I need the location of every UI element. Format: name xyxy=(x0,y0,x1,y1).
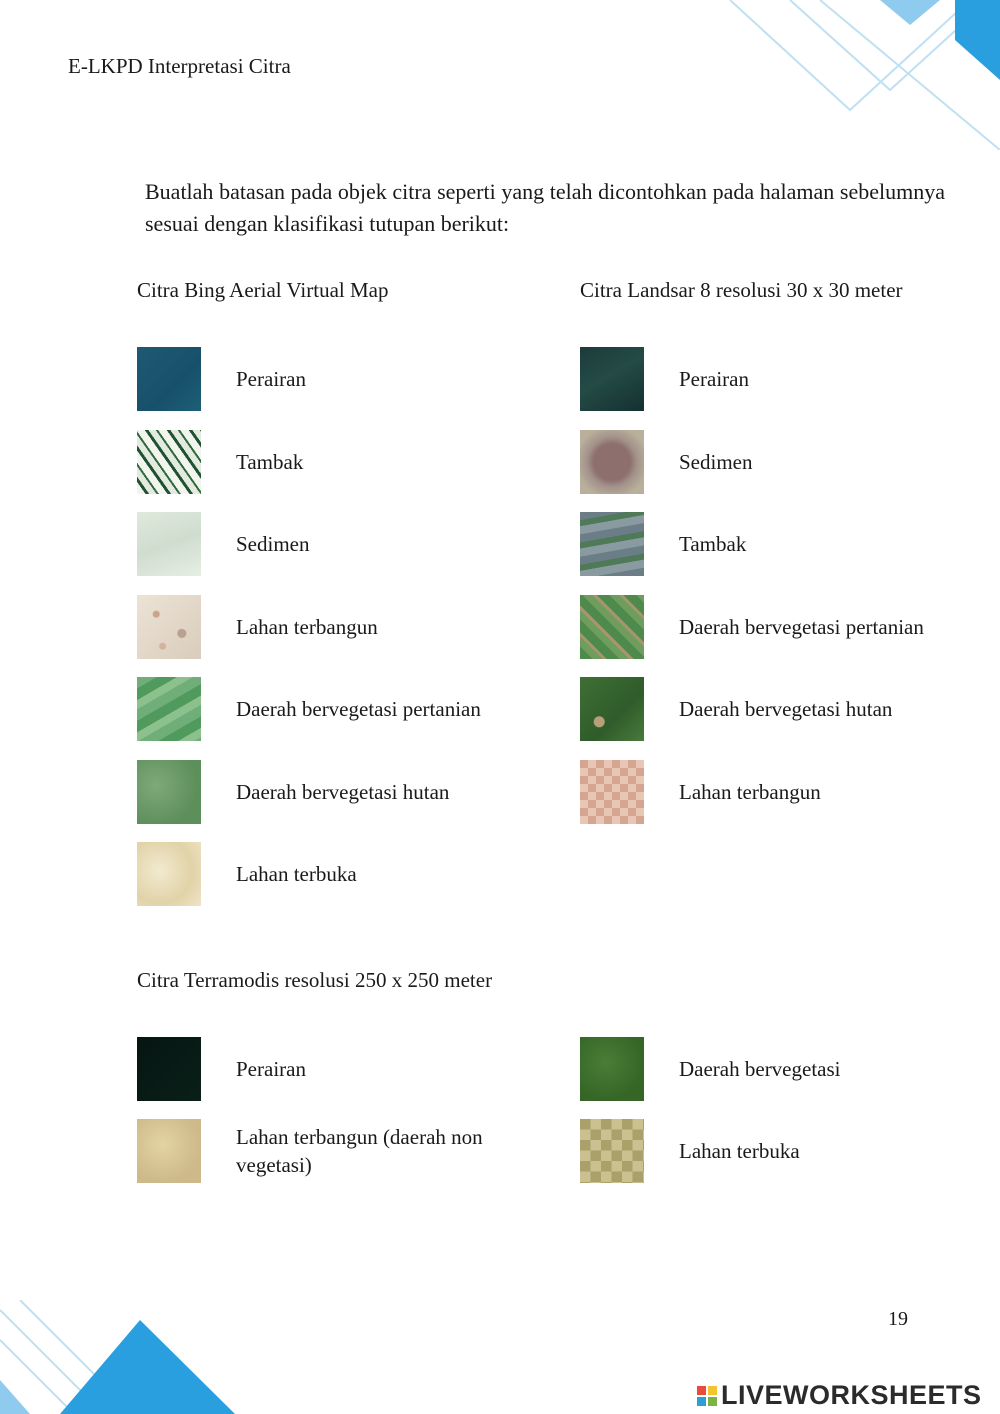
bing-item xyxy=(137,842,357,906)
bing-item xyxy=(137,595,378,659)
top-right-decoration xyxy=(700,0,1000,150)
section-title-terramodis: Citra Terramodis resolusi 250 x 250 meter xyxy=(137,968,493,992)
landsat-label: Sedimen xyxy=(679,449,753,474)
bing-label: Lahan terbuka xyxy=(236,862,357,886)
landsat-swatch-image xyxy=(580,760,644,824)
landsat-label: Daerah bervegetasi pertanian xyxy=(679,614,924,639)
bing-item xyxy=(137,347,306,411)
terramodis-label: Lahan terbuka xyxy=(679,1139,800,1163)
watermark-text: LIVEWORKSHEETS xyxy=(721,1380,982,1410)
section-title-landsat: Citra Landsar 8 resolusi 30 x 30 meter xyxy=(580,278,903,302)
terramodis-swatch-image xyxy=(137,1037,201,1101)
bing-label: Daerah bervegetasi hutan xyxy=(236,779,450,804)
bing-swatch-image xyxy=(137,512,201,576)
landsat-item xyxy=(580,430,753,494)
terramodis-item xyxy=(137,1119,516,1183)
instruction-text: Buatlah batasan pada objek citra seperti yang telah dicontohkan pada halaman sebelumnya sesuai dengan klasifikasi tutupan berikut: xyxy=(145,179,945,236)
bing-label: Tambak xyxy=(236,449,304,474)
landsat-label: Perairan xyxy=(679,367,749,391)
landsat-item xyxy=(580,760,821,824)
landsat-item xyxy=(580,595,924,659)
terramodis-swatch-image xyxy=(137,1119,201,1183)
landsat-label: Lahan terbangun xyxy=(679,779,821,804)
bing-swatch-image xyxy=(137,677,201,741)
bing-swatch-image xyxy=(137,347,201,411)
bing-swatch-image xyxy=(137,760,201,824)
landsat-swatch-image xyxy=(580,677,644,741)
bing-item xyxy=(137,677,481,741)
page-number: 19 xyxy=(888,1308,908,1330)
terramodis-item xyxy=(580,1037,841,1101)
liveworksheets-logo-icon xyxy=(697,1386,717,1406)
document-header-title: E-LKPD Interpretasi Citra xyxy=(68,54,291,78)
landsat-swatch-image xyxy=(580,512,644,576)
terramodis-label: Daerah bervegetasi xyxy=(679,1057,841,1081)
landsat-item xyxy=(580,347,749,411)
bing-label: Sedimen xyxy=(236,532,310,556)
terramodis-item xyxy=(137,1037,306,1101)
landsat-swatch-image xyxy=(580,430,644,494)
bing-swatch-image xyxy=(137,430,201,494)
landsat-label: Tambak xyxy=(679,532,747,556)
bing-label: Daerah bervegetasi pertanian xyxy=(236,697,481,721)
terramodis-label: Lahan terbangun (daerah non vegetasi) xyxy=(236,1125,483,1177)
landsat-label: Daerah bervegetasi hutan xyxy=(679,697,893,721)
bottom-left-decoration xyxy=(0,1300,240,1414)
landsat-swatch-image xyxy=(580,595,644,659)
terramodis-label: Perairan xyxy=(236,1057,306,1081)
bing-swatch-image xyxy=(137,842,201,906)
liveworksheets-watermark xyxy=(697,1380,982,1411)
bing-item xyxy=(137,512,310,576)
terramodis-item xyxy=(580,1119,800,1183)
terramodis-swatch-image xyxy=(580,1119,644,1183)
bing-label: Lahan terbangun xyxy=(236,614,378,639)
landsat-item xyxy=(580,512,746,576)
section-title-bing: Citra Bing Aerial Virtual Map xyxy=(137,278,389,302)
terramodis-swatch-image xyxy=(580,1037,644,1101)
landsat-swatch-image xyxy=(580,347,644,411)
bing-item xyxy=(137,430,303,494)
bing-label: Perairan xyxy=(236,367,306,391)
bing-item xyxy=(137,760,449,824)
bing-swatch-image xyxy=(137,595,201,659)
landsat-item xyxy=(580,677,892,741)
